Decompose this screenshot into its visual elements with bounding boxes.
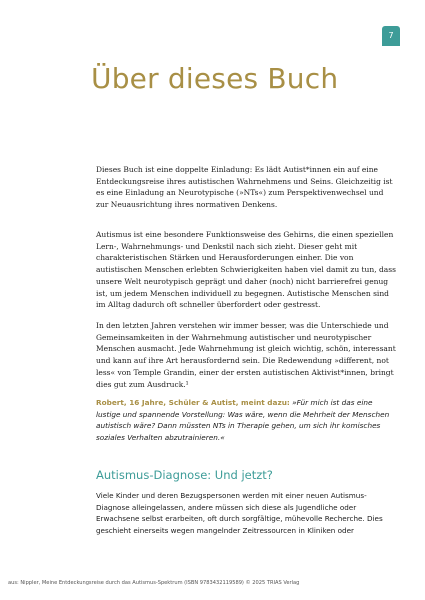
quote-text: »Für mich ist das eine lustige und spannende Vorstellung: Was wäre, wenn die Mehrheit der Menschen autistisch wäre? Dann müssten NTs in Therapie gehen, um sich ihr komisches soziales Verhalten abzutrainieren.« — [96, 398, 390, 443]
chapter-title: Über dieses Buch — [91, 62, 339, 95]
paragraph-text: In den letzten Jahren verstehen wir immer besser, was die Unterschiede und Gemeinsamkeiten in der Wahrnehmung autistischer und neurotypischer Menschen ausmacht. Jede Wahrnehmung ist gleich wichtig, schön, interessant und kann auf ihre Art herausfordernd sein. Die Redewendung »different, not less« von Temple Grandin, einer der ersten autistischen Aktivist*innen, bringt dies gut zum Ausdruck.¹ — [96, 321, 396, 389]
quote-block — [96, 397, 398, 444]
page-number-badge: 7 — [382, 26, 400, 46]
intro-paragraph-2 — [96, 229, 398, 311]
intro-paragraph-3 — [96, 320, 398, 390]
paragraph-text: Viele Kinder und deren Bezugspersonen werden mit einer neuen Autismus-Diagnose alleingelassen, andere müssen sich diese als Jugendliche oder Erwachsene selbst erarbeiten, oft durch sorgfältige, mühevolle Recherche. Dies geschieht einerseits wegen mangelnder Zeitressourcen in Kliniken oder — [96, 491, 383, 536]
quote-paragraph — [96, 397, 398, 444]
section-heading: Autismus-Diagnose: Und jetzt? — [96, 468, 273, 482]
paragraph-text: Dieses Buch ist eine doppelte Einladung: Es lädt Autist*innen ein auf eine Entdeckungsreise ihres autistischen Wahrnehmens und Seins. Gleichzeitig ist es eine Einladung an Neurotypische (»NTs«) zum Perspektivenwechsel und zur Neuausrichtung ihres normativen Denkens. — [96, 165, 393, 210]
section-paragraph — [96, 490, 398, 537]
quote-author: Robert, 16 Jahre, Schüler & Autist, meint dazu: — [96, 398, 290, 407]
copyright-footer: aus: Nippler, Meine Entdeckungsreise durch das Autismus-Spektrum (ISBN 9783432119589) © 2025 TRIAS Verlag — [8, 580, 300, 586]
intro-paragraph-1 — [96, 164, 398, 211]
paragraph-text: Autismus ist eine besondere Funktionsweise des Gehirns, die einen speziellen Lern-, Wahrnehmungs- und Denkstil nach sich zieht. Dieser geht mit charakteristischen Stärken und Herausforderungen einher. Die von autistischen Menschen erlebten Schwierigkeiten haben viel damit zu tun, dass unsere Welt neurotypisch geprägt und daher (noch) nicht barrierefrei genug ist, um jedem Menschen individuell zu begegnen. Autistische Menschen sind im Alltag dadurch oft schneller überfordert oder gestresst. — [96, 230, 396, 310]
